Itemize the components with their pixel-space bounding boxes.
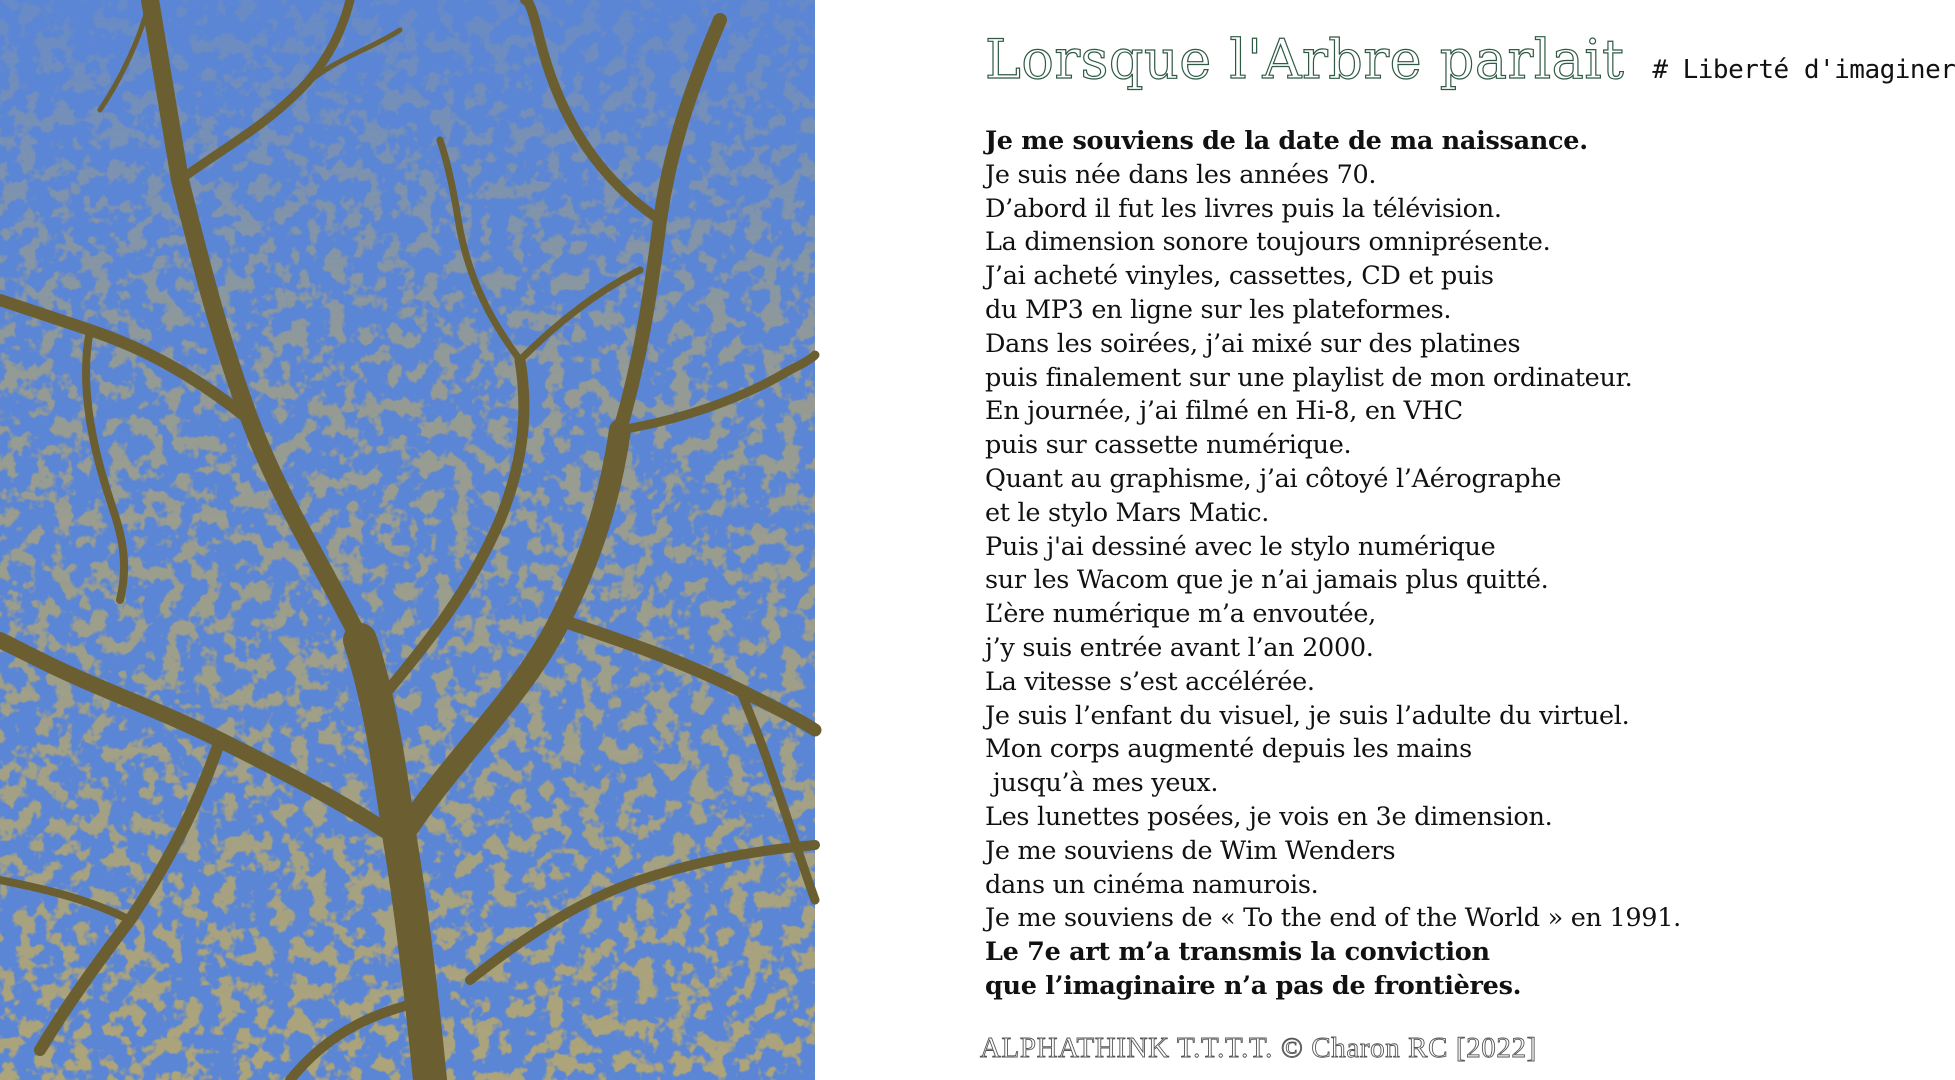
- poem-line: dans un cinéma namurois.: [985, 869, 1319, 900]
- poem-line: La dimension sonore toujours omniprésente.: [985, 227, 1551, 258]
- tree-artwork: [0, 0, 815, 1080]
- tree-illustration: [0, 0, 815, 1080]
- page-title: Lorsque l'Arbre parlait: [985, 28, 1625, 91]
- poem-line: puis finalement sur une playlist de mon ordinateur.: [985, 362, 1633, 393]
- copyright-footer: ALPHATHINK T.T.T.T. © Charon RC [2022]: [980, 1032, 1537, 1064]
- poem-line: D’abord il fut les livres puis la télévision.: [985, 193, 1502, 224]
- poem-text: [985, 125, 1895, 1004]
- poem-line: jusqu’à mes yeux.: [985, 768, 1219, 799]
- poem-line: J’ai acheté vinyles, cassettes, CD et puis: [985, 261, 1494, 292]
- poem-line: Le 7e art m’a transmis la conviction: [985, 937, 1490, 968]
- poem-line: Je me souviens de « To the end of the World » en 1991.: [985, 903, 1681, 934]
- poem-line: et le stylo Mars Matic.: [985, 497, 1270, 528]
- poem-line: Je suis l’enfant du visuel, je suis l’adulte du virtuel.: [985, 700, 1630, 731]
- poem-line: Je suis née dans les années 70.: [985, 159, 1377, 190]
- poem-line: j’y suis entrée avant l’an 2000.: [985, 632, 1374, 663]
- poem-line: La vitesse s’est accélérée.: [985, 666, 1315, 697]
- poem-line: du MP3 en ligne sur les plateformes.: [985, 294, 1452, 325]
- poem-line: Dans les soirées, j’ai mixé sur des platines: [985, 328, 1521, 359]
- hashtag-label: # Liberté d'imaginer: [1652, 55, 1955, 85]
- poem-line: Quant au graphisme, j’ai côtoyé l’Aérographe: [985, 463, 1562, 494]
- poem-line: L’ère numérique m’a envoutée,: [985, 599, 1376, 630]
- poem-line: Les lunettes posées, je vois en 3e dimension.: [985, 801, 1553, 832]
- title-row: [985, 28, 1955, 91]
- poem-line: sur les Wacom que je n’ai jamais plus quitté.: [985, 565, 1549, 596]
- poem-line: En journée, j’ai filmé en Hi-8, en VHC: [985, 396, 1463, 427]
- poem-line: Je me souviens de Wim Wenders: [985, 835, 1396, 866]
- poem-line: puis sur cassette numérique.: [985, 430, 1352, 461]
- poem-line: que l’imaginaire n’a pas de frontières.: [985, 970, 1522, 1001]
- poem-line: Je me souviens de la date de ma naissance.: [985, 126, 1588, 156]
- poem-line: Mon corps augmenté depuis les mains: [985, 734, 1472, 765]
- poem-line: Puis j'ai dessiné avec le stylo numérique: [985, 531, 1496, 562]
